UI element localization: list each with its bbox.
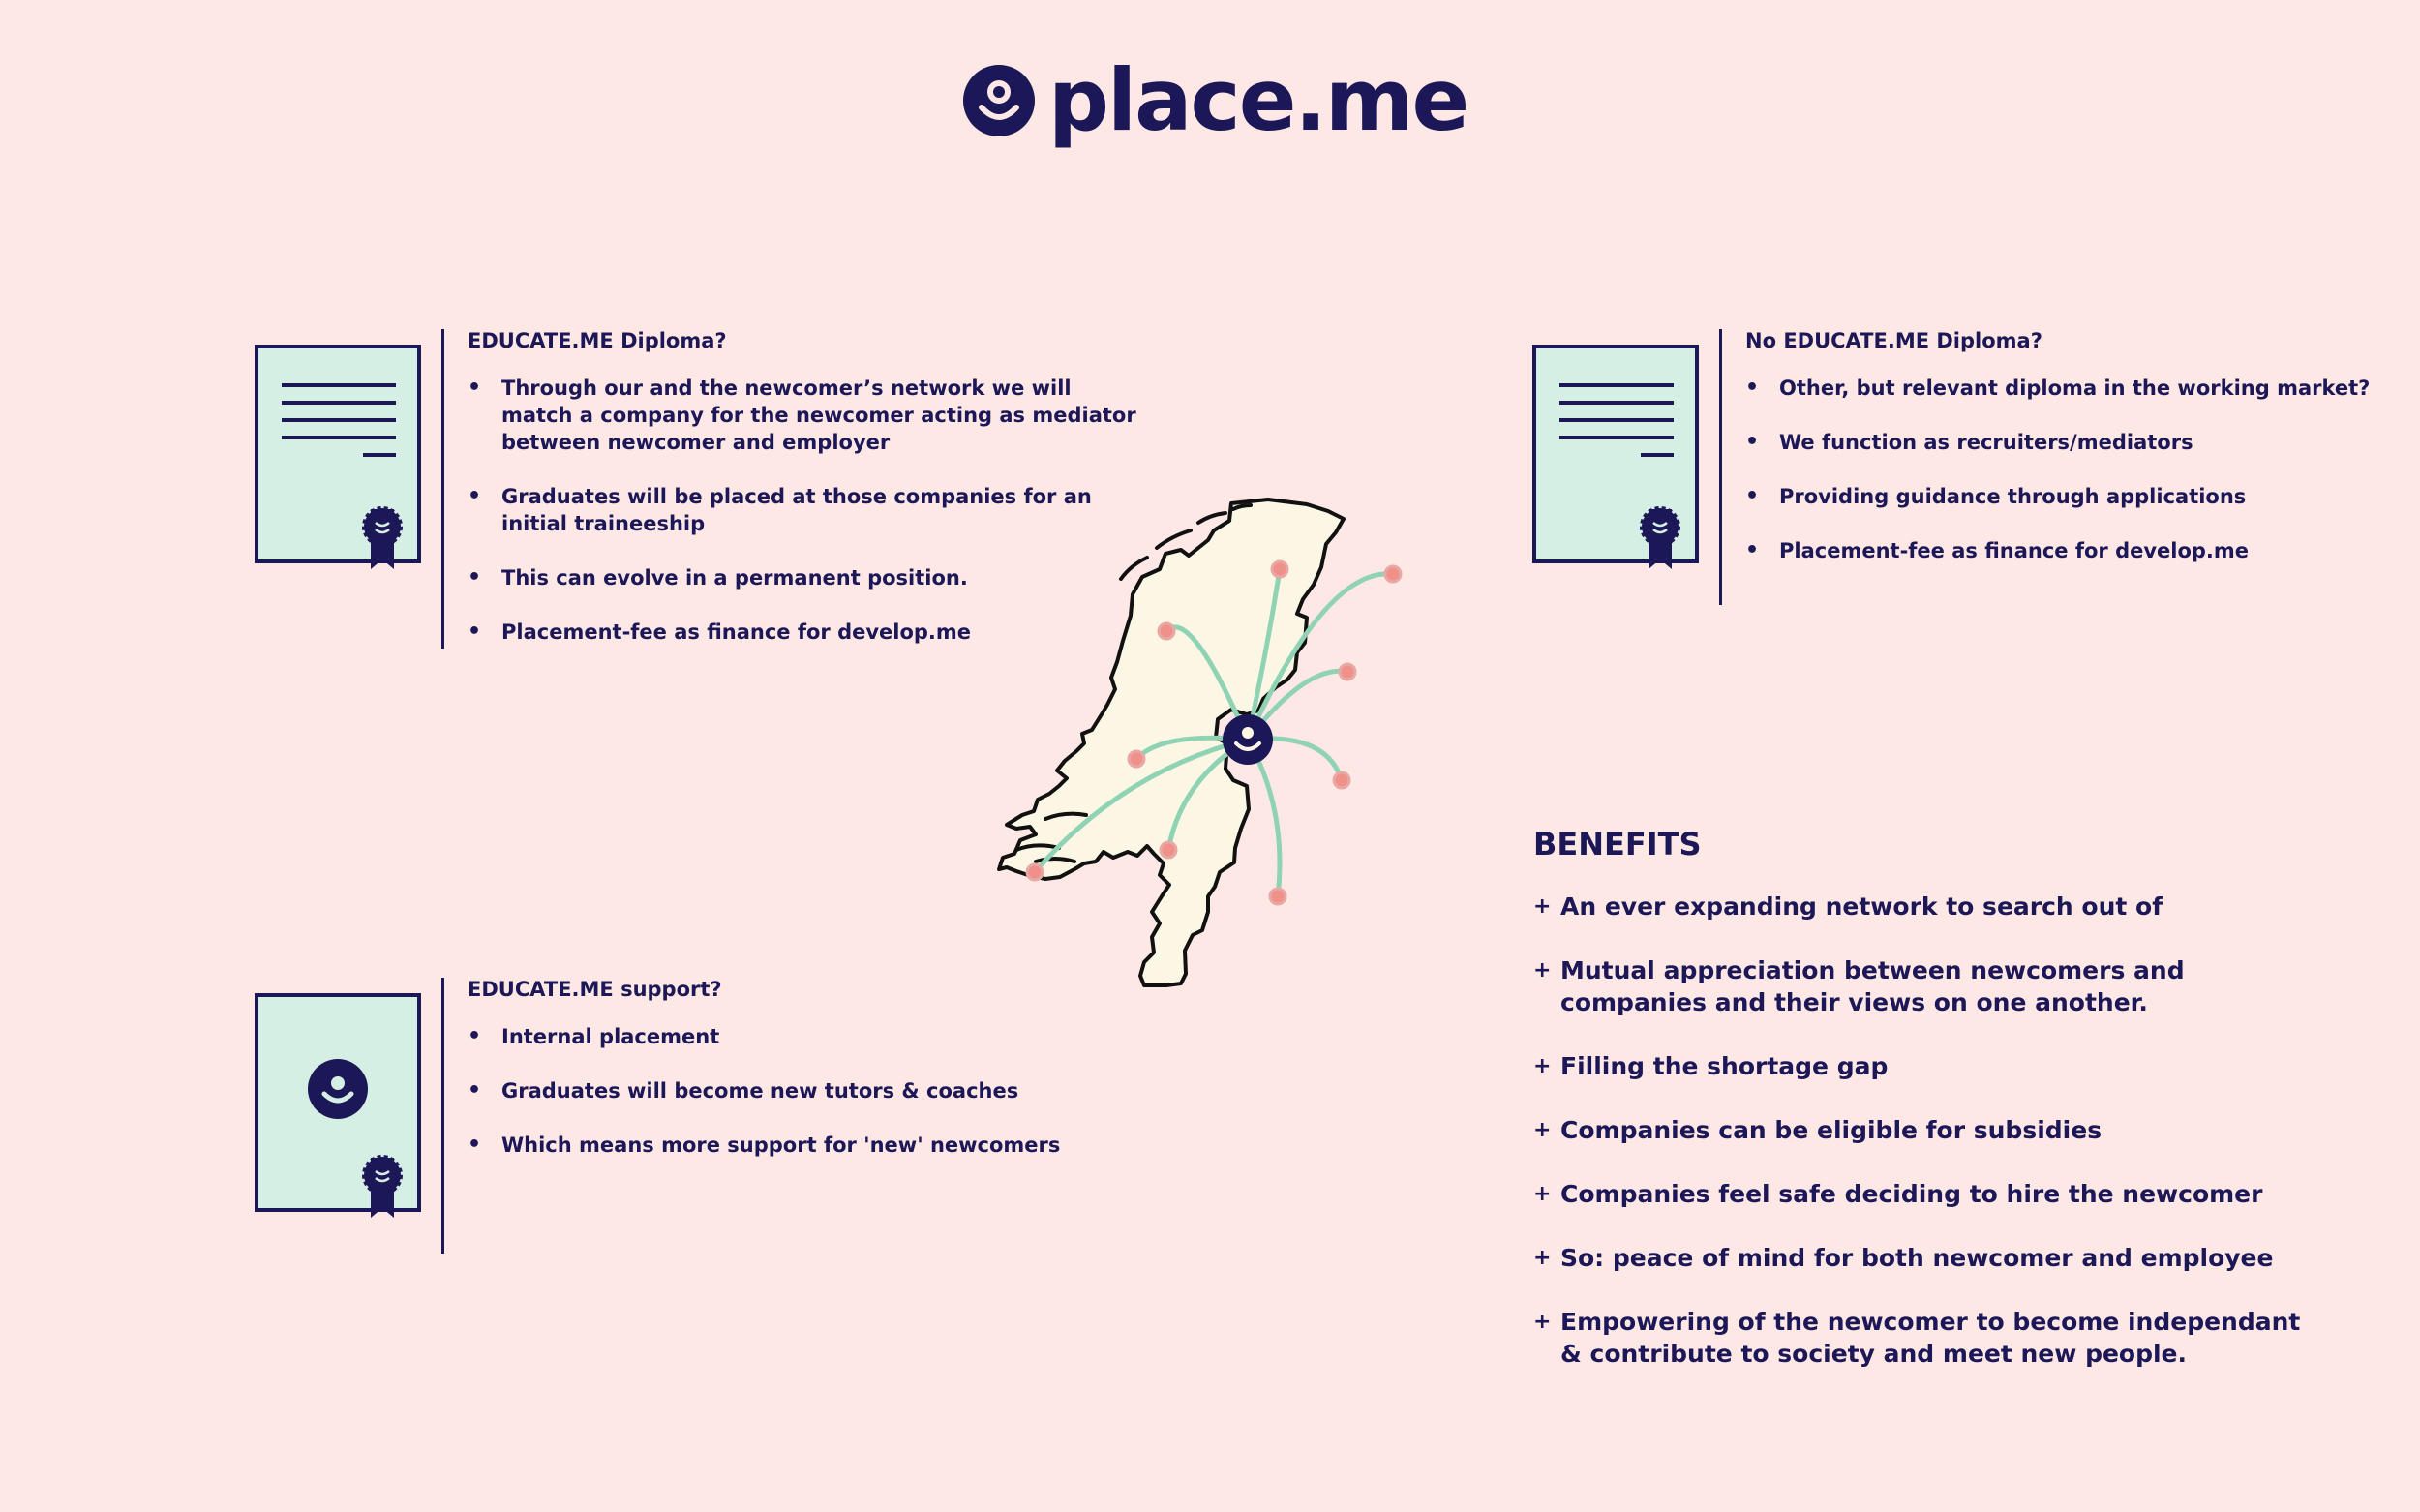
network-hub <box>1223 714 1273 765</box>
list-item: • Placement-fee as finance for develop.me <box>1745 537 2413 564</box>
benefit-item: + Mutual appreciation between newcomers and companies and their views on one another. <box>1533 954 2327 1018</box>
list-item: • This can evolve in a permanent position. <box>468 564 1145 591</box>
list-item: • Other, but relevant diploma in the working market? <box>1745 375 2413 402</box>
brand-name: place.me <box>1048 50 1468 150</box>
brand-logo <box>963 50 1468 150</box>
network-node <box>1027 864 1043 880</box>
diploma-certificate-icon <box>255 345 423 569</box>
netherlands-network-map <box>978 490 1442 1017</box>
list-item: • Which means more support for 'new' newcomers <box>468 1132 1145 1159</box>
network-node <box>1270 889 1286 904</box>
benefit-item: + So: peace of mind for both newcomer and employee <box>1533 1242 2327 1274</box>
benefits-title: BENEFITS <box>1533 826 1702 862</box>
section-title: EDUCATE.ME Diploma? <box>468 329 727 352</box>
network-node <box>1272 561 1287 577</box>
list-item: • Graduates will be placed at those companies for an initial traineeship <box>468 483 1145 537</box>
section-title: EDUCATE.ME support? <box>468 978 722 1001</box>
list-item: • Through our and the newcomer’s network we will match a company for the newcomer acting as mediator between newcomer and employer <box>468 375 1145 456</box>
diploma-certificate-icon <box>1532 345 1701 569</box>
network-node <box>1159 623 1174 639</box>
list-item: • We function as recruiters/mediators <box>1745 429 2413 456</box>
list-item: • Graduates will become new tutors & coaches <box>468 1077 1145 1104</box>
section-divider <box>1719 329 1722 605</box>
section-title: No EDUCATE.ME Diploma? <box>1745 329 2042 352</box>
section-divider <box>441 329 444 649</box>
network-node <box>1161 842 1176 858</box>
list-item: • Internal placement <box>468 1023 1145 1050</box>
benefit-item: + Filling the shortage gap <box>1533 1050 2327 1082</box>
network-node <box>1385 566 1401 582</box>
section-divider <box>441 978 444 1254</box>
person-certificate-icon <box>255 993 423 1218</box>
network-node <box>1340 664 1355 680</box>
network-node <box>1129 751 1144 767</box>
person-circle-icon <box>963 65 1035 136</box>
list-item: • Providing guidance through applications <box>1745 483 2413 510</box>
benefit-item: + Companies feel safe deciding to hire the newcomer <box>1533 1178 2327 1210</box>
no-diploma-section <box>1745 329 2413 591</box>
benefit-item: + Companies can be eligible for subsidies <box>1533 1114 2327 1146</box>
benefits-section <box>1533 826 2327 1402</box>
network-node <box>1334 772 1349 788</box>
list-item: • Placement-fee as finance for develop.me <box>468 619 1145 646</box>
benefit-item: + Empowering of the newcomer to become independant & contribute to society and meet new people. <box>1533 1306 2327 1370</box>
benefit-item: + An ever expanding network to search out of <box>1533 891 2327 922</box>
